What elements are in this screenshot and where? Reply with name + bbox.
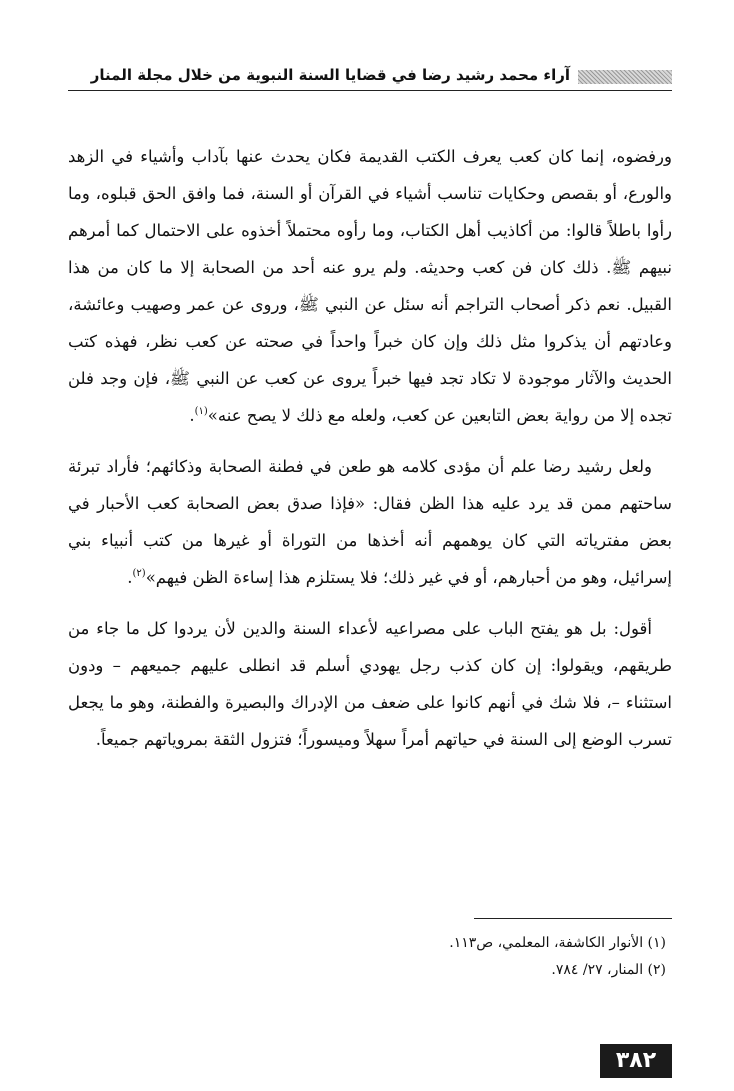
footnotes [62, 930, 666, 984]
paragraph-text: ولعل رشيد رضا علم أن مؤدى كلامه هو طعن في فطنة الصحابة وذكائهم؛ فأراد تبرئة ساحتهم ممن قد يرد عليه هذا الظن فقال: «فإذا صدق بعض الصحابة كعب الأحبار في بعض مفترياته التي كان يوهمهم أنه أخذها من التوراة أو غيرها من كتب أنبياء بني إسرائيل، وهو من أحبارهم، أو في غير ذلك؛ فلا يستلزم هذا إساءة الظن فيهم» [68, 457, 672, 587]
footnote-separator [474, 918, 672, 919]
page-number: ٣٨٢ [600, 1044, 672, 1078]
main-text [68, 138, 672, 772]
paragraph [68, 610, 672, 758]
paragraph [68, 448, 672, 596]
paragraph-text: ورفضوه، إنما كان كعب يعرف الكتب القديمة فكان يحدث عنها بآداب وأشياء في الزهد والورع، أو بقصص وحكايات تناسب أشياء في القرآن أو السنة، فما وافق الحق قبلوه، وما رأوا باطلاً قالوا: من أكاذيب أهل الكتاب، وما رأوه محتملاً أخذوه على الاحتمال كما أمرهم نبيهم ﷺ. ذلك كان فن كعب وحديثه. ولم يرو عنه أحد من الصحابة إلا ما كان من هذا القبيل. نعم ذكر أصحاب التراجم أنه سئل عن النبي ﷺ، وروى عن عمر وصهيب وعائشة، وعادتهم أن يذكروا مثل ذلك وإن كان خبراً واحداً في صحته عن كعب نظر، فهذه كتب الحديث والآثار موجودة لا تكاد تجد فيها خبراً يروى عن كعب عن النبي ﷺ، فإن وجد فلن تجده إلا من رواية بعض التابعين عن كعب، ولعله مع ذلك لا يصح عنه» [68, 147, 672, 425]
header-title: آراء محمد رشيد رضا في قضايا السنة النبوية من خلال مجلة المنار [90, 66, 570, 84]
footnote-ref: (٢) [132, 568, 146, 579]
footnote-ref: (١) [194, 406, 208, 417]
running-header [68, 66, 672, 88]
paragraph-text: أقول: بل هو يفتح الباب على مصراعيه لأعداء السنة والدين لأن يردوا كل ما جاء من طريقهم، ويقولوا: إن كان كذب رجل يهودي أسلم قد انطلى عليهم جميعهم – ودون استثناء –، فلا شك في أنهم كانوا على ضعف من الإدراك والبصيرة والفطنة، وهو ما يجعل تسرب الوضع إلى السنة في حياتهم أمراً سهلاً وميسوراً؛ فتزول الثقة بمروياتهم جميعاً. [68, 619, 672, 749]
footnote: (٢) المنار، ٢٧/ ٧٨٤. [551, 962, 666, 978]
paragraph-end: . [127, 568, 133, 587]
paragraph-end: . [189, 406, 195, 425]
header-decorative-bar [578, 70, 672, 84]
footnote: (١) الأنوار الكاشفة، المعلمي، ص١١٣. [449, 935, 666, 951]
paragraph [68, 138, 672, 434]
header-rule [68, 90, 672, 91]
